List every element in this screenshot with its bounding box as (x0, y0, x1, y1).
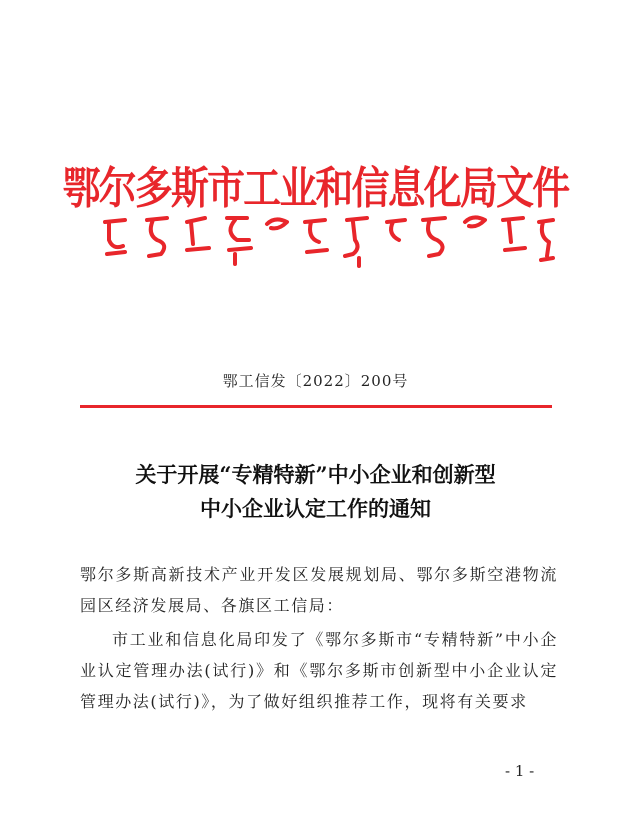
notice-title-line1: 关于开展“专精特新”中小企业和创新型 (135, 462, 496, 487)
body-paragraph-1: 市工业和信息化局印发了《鄂尔多斯市“专精特新”中小企业认定管理办法(试行)》和《鄂尔多斯市创新型中小企业认定管理办法(试行)》，为了做好组织推荐工作，现将有关要求 (80, 630, 558, 711)
body-text (80, 559, 558, 720)
page-number: - 1 - (505, 762, 535, 780)
notice-title (0, 458, 631, 526)
recipients-paragraph: 鄂尔多斯高新技术产业开发区发展规划局、鄂尔多斯空港物流园区经济发展局、各旗区工信局： (80, 565, 558, 615)
red-divider (80, 405, 552, 408)
mongolian-script-title (95, 210, 555, 272)
document-number: 鄂工信发〔2022〕200号 (222, 372, 409, 390)
header-title: 鄂尔多斯市工业和信息化局文件 (62, 163, 569, 214)
notice-title-line2: 中小企业认定工作的通知 (200, 496, 431, 521)
